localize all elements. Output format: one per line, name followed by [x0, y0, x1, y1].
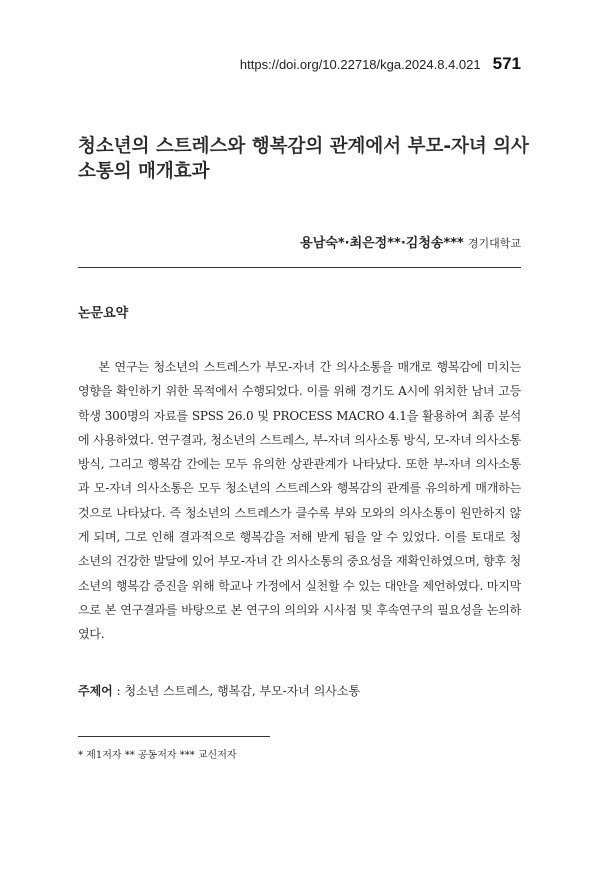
author-footnote: * 제1저자 ** 공동저자 *** 교신저자	[78, 750, 237, 761]
footnote-divider	[78, 736, 270, 737]
abstract-heading: 논문요약	[78, 306, 129, 321]
author-line	[300, 232, 521, 251]
keywords-label: 주제어	[78, 684, 113, 698]
header-divider	[78, 267, 521, 268]
abstract-body: 본 연구는 청소년의 스트레스가 부모-자녀 간 의사소통을 매개로 행복감에 미치는 영향을 확인하기 위한 목적에서 수행되었다. 이를 위해 경기도 A시에 위치한 남녀 고등학생 300명의 자료를 SPSS 26.0 및 PROCESS MACRO 4.1을 활용하여 최종 분석에 사용하였다. 연구결과, 청소년의 스트레스, 부-자녀 의사소통 방식, 모-자녀 의사소통 방식, 그리고 행복감 간에는 모두 유의한 상관관계가 나타났다. 또한 부-자녀 의사소통과 모-자녀 의사소통은 모두 청소년의 스트레스와 행복감의 관계를 유의하게 매개하는 것으로 나타났다. 즉 청소년의 스트레스가 클수록 부와 모와의 의사소통이 원만하지 않게 되며, 그로 인해 결과적으로 행복감을 저해 받게 됨을 알 수 있었다. 이를 토대로 청소년의 건강한 발달에 있어 부모-자녀 간 의사소통의 중요성을 재확인하였으며, 향후 청소년의 행복감 증진을 위해 학교나 가정에서 실천할 수 있는 대안을 제언하였다. 마지막으로 본 연구결과를 바탕으로 본 연구의 의의와 시사점 및 후속연구의 필요성을 논의하였다.	[78, 360, 521, 642]
paper-title: 청소년의 스트레스와 행복감의 관계에서 부모-자녀 의사소통의 매개효과	[78, 136, 529, 182]
keywords-separator: :	[116, 684, 121, 698]
keywords-text: 청소년 스트레스, 행복감, 부모-자녀 의사소통	[124, 684, 361, 698]
page-number: 571	[492, 54, 521, 73]
doi-link[interactable]: https://doi.org/10.22718/kga.2024.8.4.021	[239, 57, 481, 72]
affiliation: 경기대학교	[467, 237, 521, 250]
page-header	[240, 54, 521, 74]
author-names: 용남숙*·최은정**·김청송***	[300, 236, 464, 251]
keywords	[78, 682, 360, 699]
